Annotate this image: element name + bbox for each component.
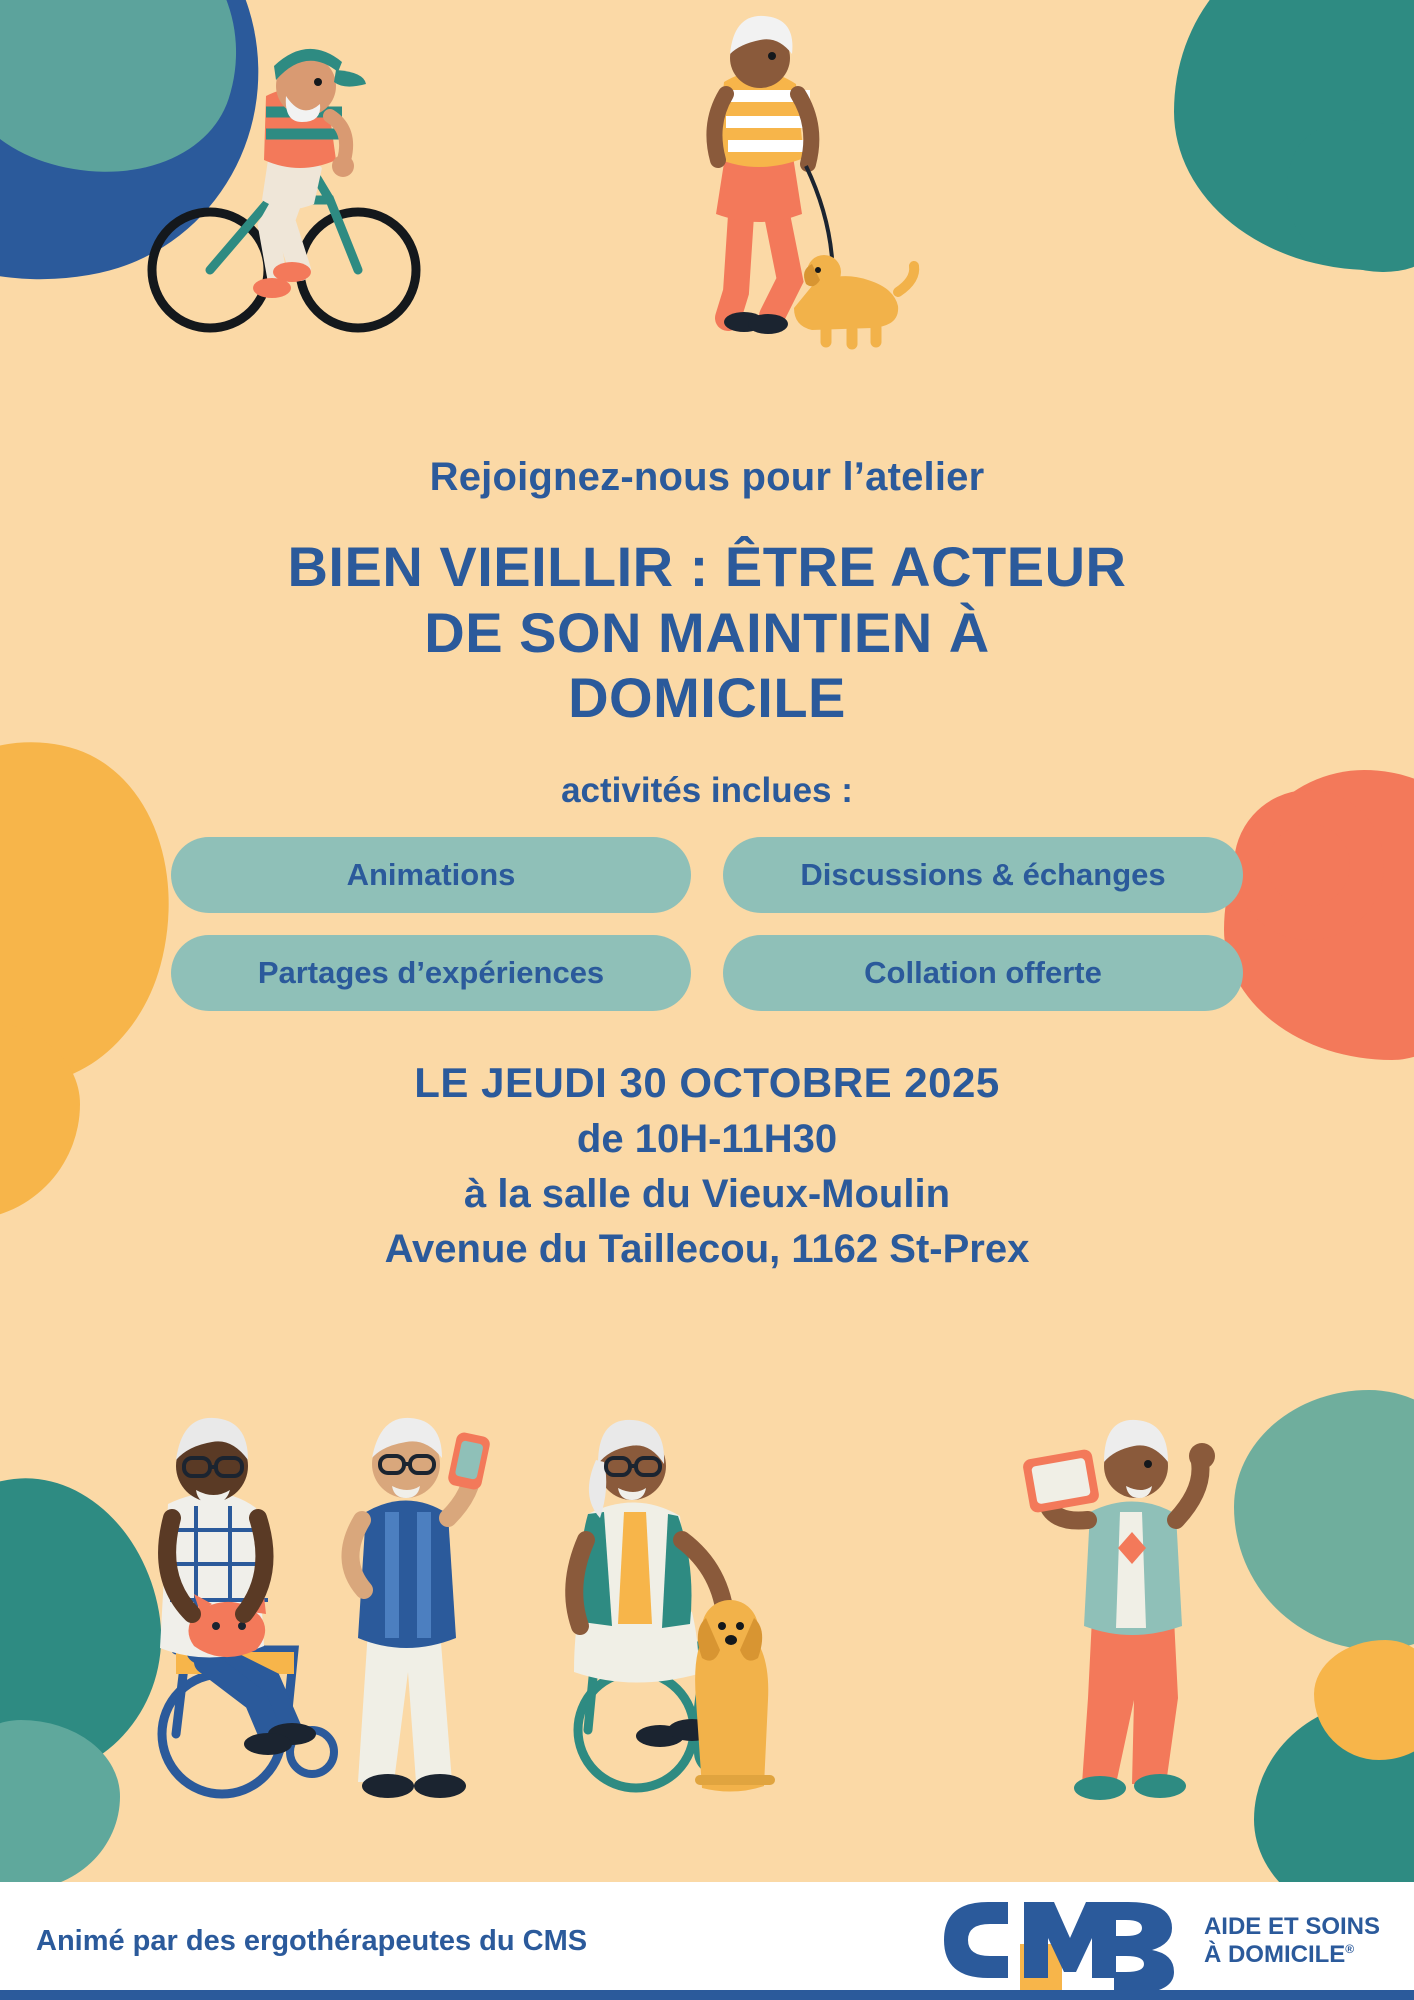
activities-subtitle: activités inclues : — [561, 770, 853, 810]
top-illustration-band — [0, 0, 1414, 440]
poster-footer — [0, 1882, 1414, 2000]
event-details — [0, 1059, 1414, 1272]
senior-wheelchair-dog-illustration — [574, 1420, 770, 1792]
cms-logo-mark — [928, 1886, 1188, 1996]
event-time: de 10H-11H30 — [576, 1116, 838, 1161]
senior-with-tablet-illustration — [1022, 1420, 1215, 1800]
event-address: Avenue du Taillecou, 1162 St-Prex — [384, 1226, 1030, 1271]
cms-tagline-line-2-text: À DOMICILE — [1203, 1941, 1346, 1968]
cms-tagline-line-1: AIDE ET SOINS — [1203, 1913, 1380, 1941]
trademark-symbol: ® — [1345, 1942, 1355, 1956]
activity-pill-animations: Animations — [171, 837, 691, 913]
event-date: LE JEUDI 30 OCTOBRE 2025 — [414, 1058, 1000, 1106]
bottom-illustration-band — [0, 1400, 1414, 1820]
title-line-1: BIEN VIEILLIR : ÊTRE ACTEUR — [287, 535, 1127, 598]
cms-logo — [928, 1882, 1414, 2000]
footer-accent-bar — [0, 1990, 1414, 2000]
event-venue: à la salle du Vieux-Moulin — [463, 1171, 951, 1216]
title-line-2: DE SON MAINTIEN À — [424, 600, 990, 664]
poster-kicker: Rejoignez-nous pour l’atelier — [429, 455, 985, 499]
activity-pill-collation: Collation offerte — [723, 935, 1243, 1011]
senior-with-phone-illustration — [350, 1418, 491, 1798]
senior-cyclist-illustration — [152, 49, 416, 328]
activities-list — [157, 837, 1257, 1011]
activity-pill-discussions: Discussions & échanges — [723, 837, 1243, 913]
cms-tagline-line-2 — [1204, 1941, 1380, 1969]
senior-walking-dog-illustration — [714, 16, 914, 344]
cms-logo-tagline — [1204, 1913, 1380, 1968]
footer-credit: Animé par des ergothérapeutes du CMS — [36, 1924, 588, 1957]
poster-content — [0, 455, 1414, 1272]
activity-pill-partages: Partages d’expériences — [171, 935, 691, 1011]
page-title — [0, 534, 1414, 731]
senior-wheelchair-cat-illustration — [160, 1418, 334, 1794]
title-line-3: DOMICILE — [568, 666, 846, 730]
